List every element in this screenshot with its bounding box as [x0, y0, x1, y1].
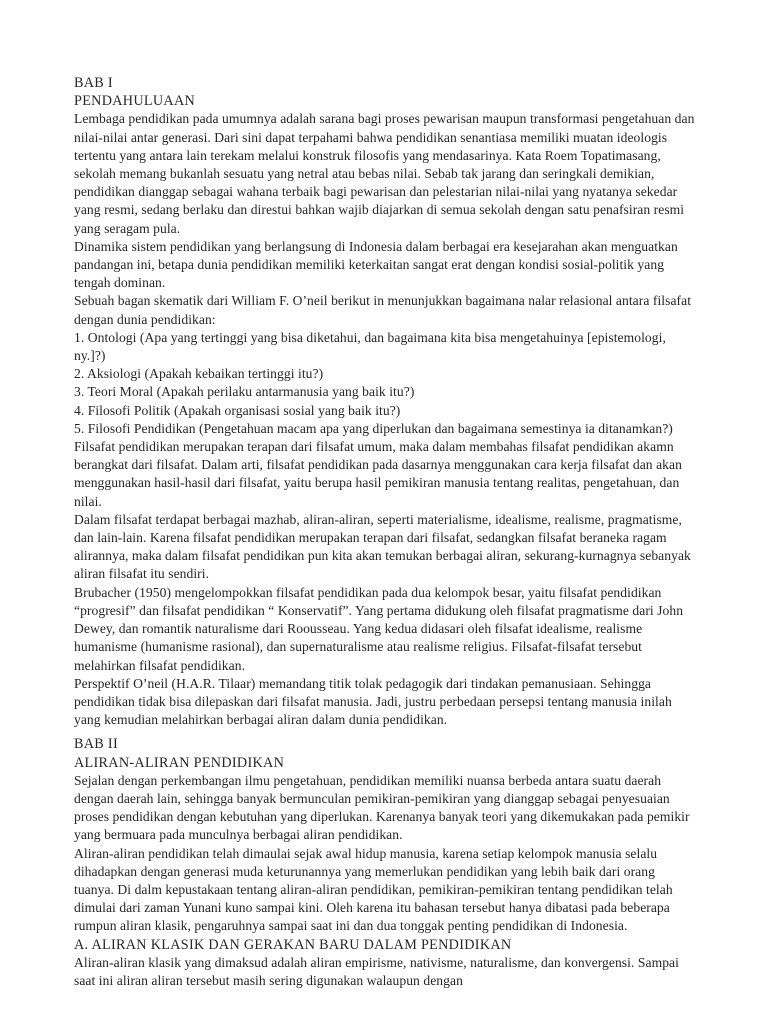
paragraph: Brubacher (1950) mengelompokkan filsafat pendidikan pada dua kelompok besar, yaitu filsafat pendidikan “progresif” dan filsafat pendidikan “ Konservatif”. Yang pertama didukung oleh filsafat pragmatisme dari John Dewey, dan romantik naturalisme dari Roousseau. Yang kedua didasari oleh filsafat idealisme, realisme humanisme (humanisme rasional), dan supernaturalisme atau realisme religius. Filsafat-filsafat tersebut melahirkan filsafat pendidikan.	[74, 584, 684, 673]
paragraph: Aliran-aliran pendidikan telah dimaulai sejak awal hidup manusia, karena setiap kelompok manusia selalu dihadapkan dengan generasi muda keturunannya yang memerlukan pendidikan yang lebih baik dari orang tuanya. Di dalm kepustakaan tentang aliran-aliran pendidikan, pemikiran-pemikiran tentang pendidikan telah dimulai dari zaman Yunani kuno sampai kini. Oleh karena itu bahasan tersebut hanya dibatasi pada beberapa rumpun aliran klasik, pengaruhnya sampai saat ini dan dua tonggak penting pendidikan di Indonesia.	[74, 845, 673, 934]
chapter-1-subtitle: PENDAHULUAAN	[74, 93, 196, 110]
chapter-1-title: BAB I	[74, 75, 113, 91]
document-page	[74, 74, 696, 990]
list-item: 4. Filosofi Politik (Apakah organisasi sosial yang baik itu?)	[74, 402, 401, 418]
paragraph: Filsafat pendidikan merupakan terapan dari filsafat umum, maka dalam membahas filsafat pendidikan akamn berangkat dari filsafat. Dalam arti, filsafat pendidikan pada dasarnya menggunakan cara kerja filsafat dan akan menggunakan hasil-hasil dari filsafat, yaitu berupa hasil pemikiran manusia tentang realitas, pengetahuan, dan nilai.	[74, 439, 682, 509]
paragraph: Lembaga pendidikan pada umumnya adalah sarana bagi proses pewarisan maupun transformasi pengetahuan dan nilai-nilai antar generasi. Dari sini dapat terpahami bahwa pendidikan senantiasa memiliki muatan ideologis tertentu yang antara lain terekam melalui konstruk filosofis yang mendasarinya. Kata Roem Topatimasang, sekolah memang bukanlah sesuatu yang netral atau bebas nilai. Sebab tak jarang dan seringkali demikian, pendidikan dianggap sebagai wahana terbaik bagi pewarisan dan pelestarian nilai-nilai yang nyatanya sekedar yang resmi, sedang berlaku dan direstui bahkan wajib diajarkan di semua sekolah dengan satu penafsiran resmi yang seragam pula.	[74, 111, 695, 236]
list-item: 1. Ontologi (Apa yang tertinggi yang bisa diketahui, dan bagaimana kita bisa mengetahuinya [epistemologi, ny.]?)	[74, 329, 666, 364]
list-item: 3. Teori Moral (Apakah perilaku antarmanusia yang baik itu?)	[74, 384, 415, 400]
section-a-title: A. ALIRAN KLASIK DAN GERAKAN BARU DALAM PENDIDIKAN	[74, 936, 512, 953]
paragraph: Dalam filsafat terdapat berbagai mazhab, aliran-aliran, seperti materialisme, idealisme, realisme, pragmatisme, dan lain-lain. Karena filsafat pendidikan merupakan terapan dari filsafat, sedangkan filsafat beraneka ragam alirannya, maka dalam filsafat pendidikan pun kita akan temukan berbagai aliran, sekurang-kurnagnya sebanyak aliran filsafat itu sendiri.	[74, 511, 691, 582]
list-item: 2. Aksiologi (Apakah kebaikan tertinggi itu?)	[74, 366, 324, 382]
paragraph: Sebuah bagan skematik dari William F. O’neil berikut in menunjukkan bagaimana nalar relasional antara filsafat dengan dunia pendidikan:	[74, 293, 692, 327]
paragraph: Sejalan dengan perkembangan ilmu pengetahuan, pendidikan memiliki nuansa berbeda antara suatu daerah dengan daerah lain, sehingga banyak bermunculan pemikiran-pemikiran yang dianggap sebagai penyesuaian proses pendidikan dengan kebutuhan yang diperlukan. Karenanya banyak teori yang dikemukakan pada pemikir yang bermuara pada munculnya berbagai aliran pendidikan.	[74, 772, 690, 843]
paragraph: Aliran-aliran klasik yang dimaksud adalah aliran empirisme, nativisme, naturalisme, dan konvergensi. Sampai saat ini aliran aliran tersebut masih sering digunakan walaupun dengan	[74, 954, 679, 988]
paragraph: Perspektif O’neil (H.A.R. Tilaar) memandang titik tolak pedagogik dari tindakan pemanusiaan. Sehingga pendidikan tidak bisa dilepaskan dari filsafat manusia. Jadi, justru perbedaan persepsi tentang manusia inilah yang kemudian melahirkan berbagai aliran dalam dunia pendidikan.	[74, 675, 672, 728]
paragraph: Dinamika sistem pendidikan yang berlangsung di Indonesia dalam berbagai era kesejarahan akan menguatkan pandangan ini, betapa dunia pendidikan memiliki keterkaitan sangat erat dengan kondisi sosial-politik yang tengah dominan.	[74, 238, 678, 291]
chapter-2-subtitle: ALIRAN-ALIRAN PENDIDIKAN	[74, 754, 285, 771]
chapter-2-title: BAB II	[74, 736, 118, 753]
list-item: 5. Filosofi Pendidikan (Pengetahuan macam apa yang diperlukan dan bagaimana semestinya ia ditanamkan?)	[74, 420, 673, 436]
